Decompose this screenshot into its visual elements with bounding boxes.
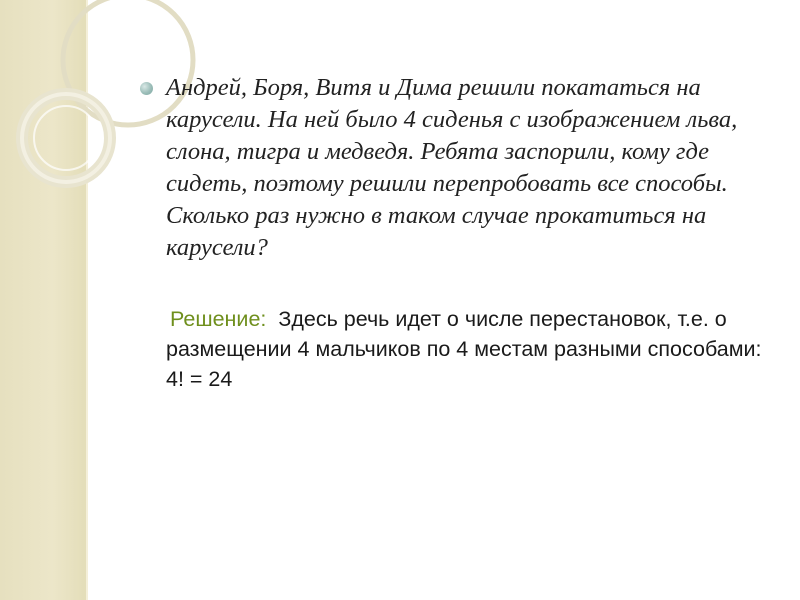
problem-text: Андрей, Боря, Витя и Дима решили покататься на карусели. На ней было 4 сиденья с изображением льва, слона, тигра и медведя. Ребята заспорили, кому где сидеть, поэтому решили перепробовать все способы. Сколько раз нужно в таком случае прокатиться на карусели? [166,74,738,261]
question-bullet-item [138,72,778,264]
ring-medium-highlight [22,94,110,182]
solution-paragraph [166,304,776,394]
bullet-icon [140,82,153,95]
solution-label: Решение: [170,307,267,331]
ring-inner [34,106,98,170]
slide-content [138,72,778,394]
solution-text: Здесь речь идет о числе перестановок, т.е. о размещении 4 мальчиков по 4 местам разными способами: 4! = 24 [166,307,762,391]
